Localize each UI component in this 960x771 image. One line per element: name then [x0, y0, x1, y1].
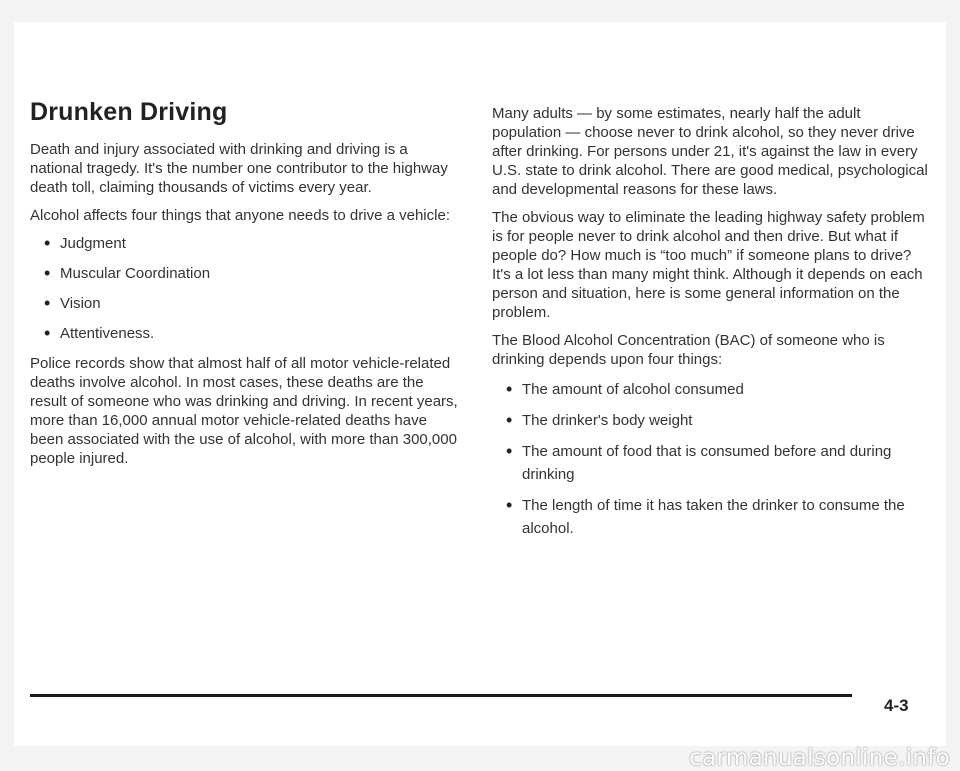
list-item: • Attentiveness.: [44, 324, 462, 343]
footer-rule: [30, 694, 852, 697]
list-item: • The drinker's body weight: [506, 409, 932, 432]
list-item: • The amount of food that is consumed before and during drinking: [506, 440, 932, 486]
manual-page: [14, 22, 946, 746]
page-heading: Drunken Driving: [30, 98, 228, 126]
list-item: • Judgment: [44, 234, 462, 253]
list-item: • The amount of alcohol consumed: [506, 378, 932, 401]
intro-paragraph: Death and injury associated with drinking and driving is a national tragedy. It's the number one contributor to the highway death toll, claiming thousands of victims every year.: [30, 141, 448, 196]
watermark-text: carmanualsonline.info: [689, 745, 950, 771]
list-item: • The length of time it has taken the drinker to consume the alcohol.: [506, 494, 932, 540]
right-column: [492, 104, 932, 548]
left-column: [30, 98, 462, 477]
bac-paragraph: The Blood Alcohol Concentration (BAC) of someone who is drinking depends upon four things:: [492, 332, 885, 368]
effects-list: [30, 234, 462, 343]
safety-problem-paragraph: The obvious way to eliminate the leading highway safety problem is for people never to drink alcohol and then drive. But what if people do? How much is “too much” if someone plans to drive? It's a lot less than many might think. Although it depends on each person and situation, here is some general information on the problem.: [492, 209, 925, 321]
bac-factors-list: [492, 378, 932, 540]
page-number: 4-3: [884, 696, 909, 715]
police-records-paragraph: Police records show that almost half of all motor vehicle-related deaths involve alcohol. In most cases, these deaths are the result of someone who was drinking and driving. In recent years, more than 16,000 annual motor vehicle-related deaths have been associated with the use of alcohol, with more than 300,000 people injured.: [30, 355, 458, 467]
alcohol-effects-paragraph: Alcohol affects four things that anyone needs to drive a vehicle:: [30, 207, 450, 224]
list-item: • Muscular Coordination: [44, 264, 462, 283]
adults-paragraph: Many adults — by some estimates, nearly half the adult population — choose never to drink alcohol, so they never drive after drinking. For persons under 21, it's against the law in every U.S. state to drink alcohol. There are good medical, psychological and developmental reasons for these laws.: [492, 105, 928, 198]
list-item: • Vision: [44, 294, 462, 313]
